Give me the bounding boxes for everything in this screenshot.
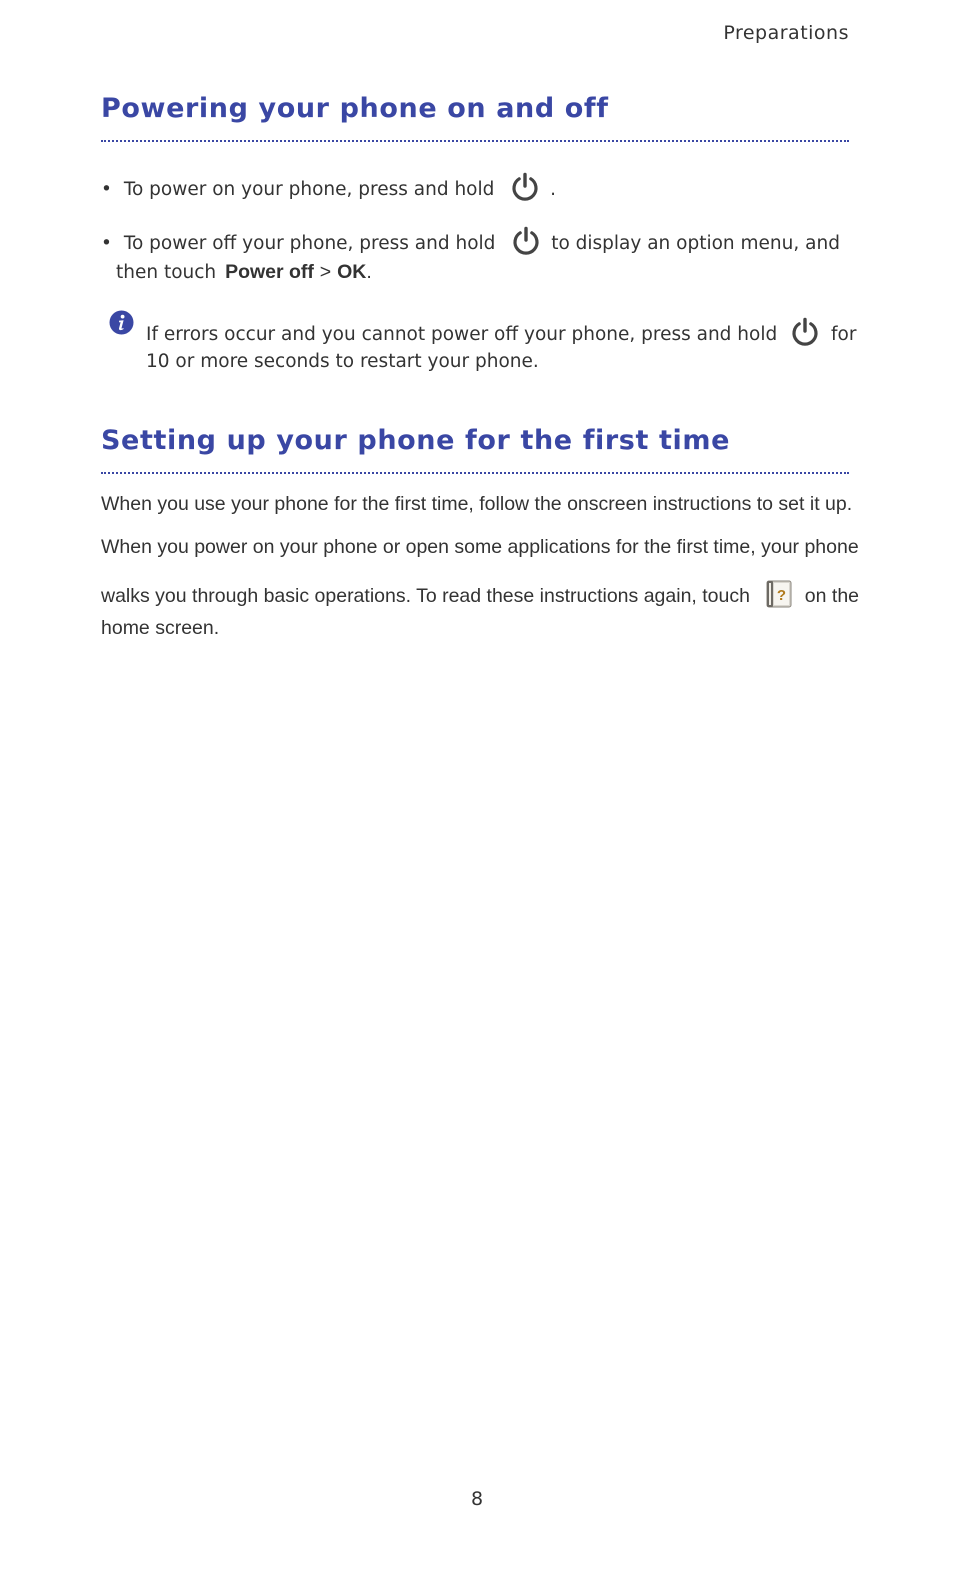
bullet-power-off — [101, 226, 840, 256]
help-guide-icon — [765, 580, 793, 608]
svg-text:?: ? — [777, 587, 787, 604]
bullet-power-off-continued — [116, 261, 372, 284]
note-text-after: for — [831, 324, 857, 345]
menu-separator: > — [319, 261, 332, 283]
section-title-power: Powering your phone on and off — [101, 93, 609, 124]
section-divider — [101, 140, 849, 142]
page-number: 8 — [470, 1488, 484, 1510]
menu-item-power-off: Power off — [225, 261, 314, 283]
paragraph-first-use: When you use your phone for the first time, follow the onscreen instructions to set it up. — [101, 493, 853, 515]
section-title-setup: Setting up your phone for the first time — [101, 425, 730, 456]
power-icon — [510, 172, 540, 202]
bullet-end: . — [550, 179, 557, 200]
bullet-text-after: to display an option menu, and — [551, 233, 840, 254]
sentence-end: . — [366, 261, 372, 283]
note-text: If errors occur and you cannot power off your phone, press and hold — [146, 324, 778, 345]
power-icon — [511, 226, 541, 256]
running-header: Preparations — [723, 22, 849, 44]
info-icon — [109, 310, 134, 335]
menu-item-ok: OK — [337, 261, 367, 283]
bullet-text: To power off your phone, press and hold — [123, 233, 496, 254]
paragraph-guide-line2 — [101, 580, 859, 608]
paragraph-text-after: on the — [804, 585, 860, 607]
paragraph-guide-line3: home screen. — [101, 617, 220, 639]
bullet-text: To power on your phone, press and hold — [123, 179, 495, 200]
note-restart-line2: 10 or more seconds to restart your phone. — [146, 351, 539, 372]
paragraph-guide-line1: When you power on your phone or open some applications for the first time, your phone — [101, 536, 859, 558]
power-icon — [790, 317, 820, 347]
bullet-marker: • — [101, 233, 112, 254]
section-divider — [101, 472, 849, 474]
bullet-power-on — [101, 172, 556, 202]
bullet-marker: • — [101, 179, 112, 200]
note-restart — [146, 317, 856, 347]
paragraph-text: walks you through basic operations. To read these instructions again, touch — [101, 585, 750, 607]
bullet-text: then touch — [116, 262, 217, 283]
